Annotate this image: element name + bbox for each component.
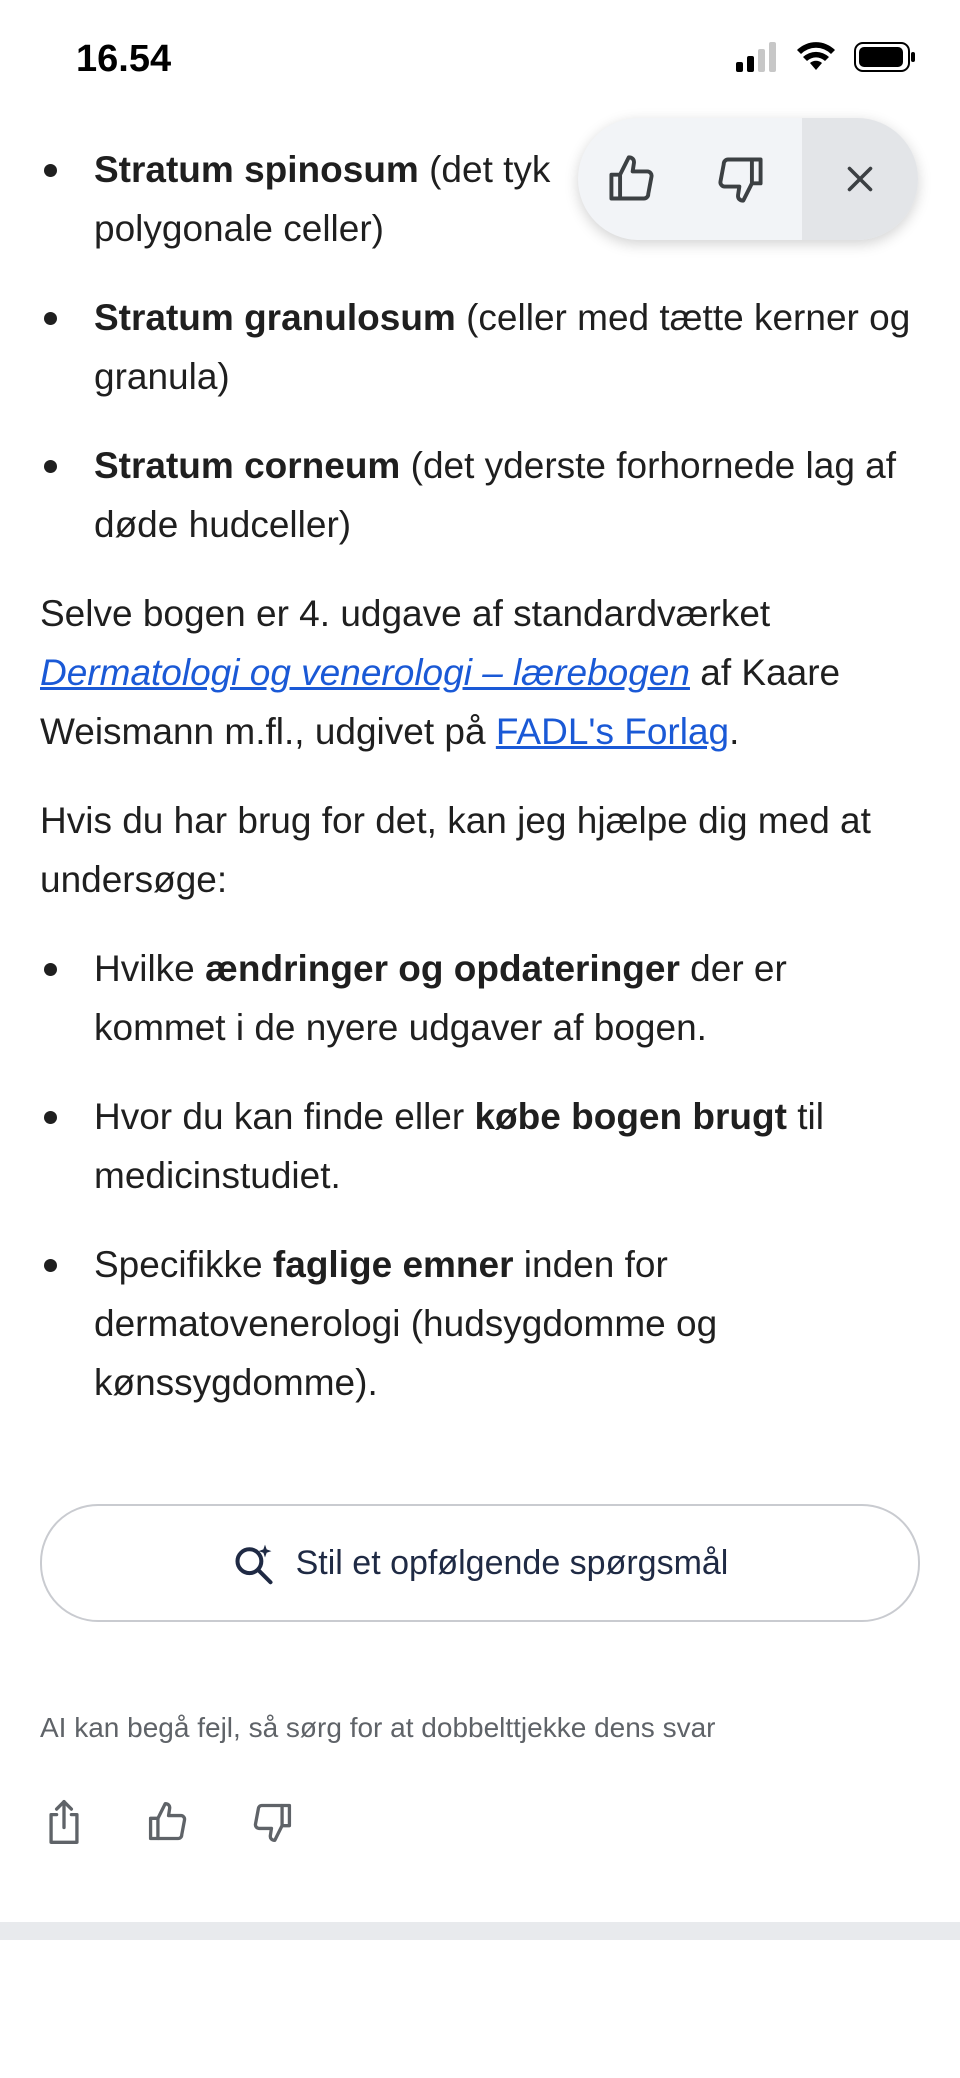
book-paragraph: Selve bogen er 4. udgave af standardværket Dermatologi og venerologi – lærebogen af Kaare Weismann m.fl., udgivet på FADL's Forlag. <box>40 593 841 752</box>
list-item: Stratum granulosum (celler med tætte kerner og granula) <box>40 288 920 406</box>
answer-content <box>40 140 920 1442</box>
share-button[interactable] <box>40 1796 88 1848</box>
response-actions <box>40 1796 296 1848</box>
list-item: Stratum spinosum (det tyk polygonale celler) <box>40 140 920 258</box>
book-title-link[interactable]: Dermatologi og venerologi – lærebogen <box>40 652 690 693</box>
section-divider <box>0 1922 960 1940</box>
like-button[interactable] <box>144 1796 192 1848</box>
thumbs-down-icon <box>713 153 767 205</box>
thumbs-up-icon <box>145 1800 191 1844</box>
dislike-button[interactable] <box>248 1796 296 1848</box>
followup-label: Stil et opfølgende spørgsmål <box>295 1543 729 1582</box>
ai-disclaimer: AI kan begå fejl, så sørg for at dobbelttjekke dens svar <box>40 1712 716 1743</box>
status-time: 16.54 <box>76 38 172 80</box>
thumbs-down-icon <box>249 1800 295 1844</box>
status-icons <box>736 42 916 72</box>
signal-icon <box>736 42 778 72</box>
list-item: Hvilke ændringer og opdateringer der er kommet i de nyere udgaver af bogen. <box>40 939 920 1057</box>
thumbs-up-icon <box>605 153 659 205</box>
sparkle-search-icon <box>232 1541 276 1585</box>
publisher-link[interactable]: FADL's Forlag <box>495 711 730 752</box>
list-item: Stratum corneum (det yderste forhornede lag af døde hudceller) <box>40 436 920 554</box>
help-paragraph: Hvis du har brug for det, kan jeg hjælpe dig med at undersøge: <box>40 800 871 900</box>
close-icon <box>842 161 878 197</box>
popup-thumbs-down-button[interactable] <box>686 118 794 240</box>
battery-icon <box>854 42 916 72</box>
help-list <box>40 939 920 1412</box>
list-item: Specifikke faglige emner inden for dermatovenerologi (hudsygdomme og kønssygdomme). <box>40 1235 920 1412</box>
wifi-icon <box>796 42 836 72</box>
feedback-popup <box>578 118 918 240</box>
share-icon <box>45 1798 83 1846</box>
status-bar <box>0 0 960 120</box>
followup-question-button[interactable] <box>40 1504 920 1622</box>
list-item: Hvor du kan finde eller købe bogen brugt til medicinstudiet. <box>40 1087 920 1205</box>
